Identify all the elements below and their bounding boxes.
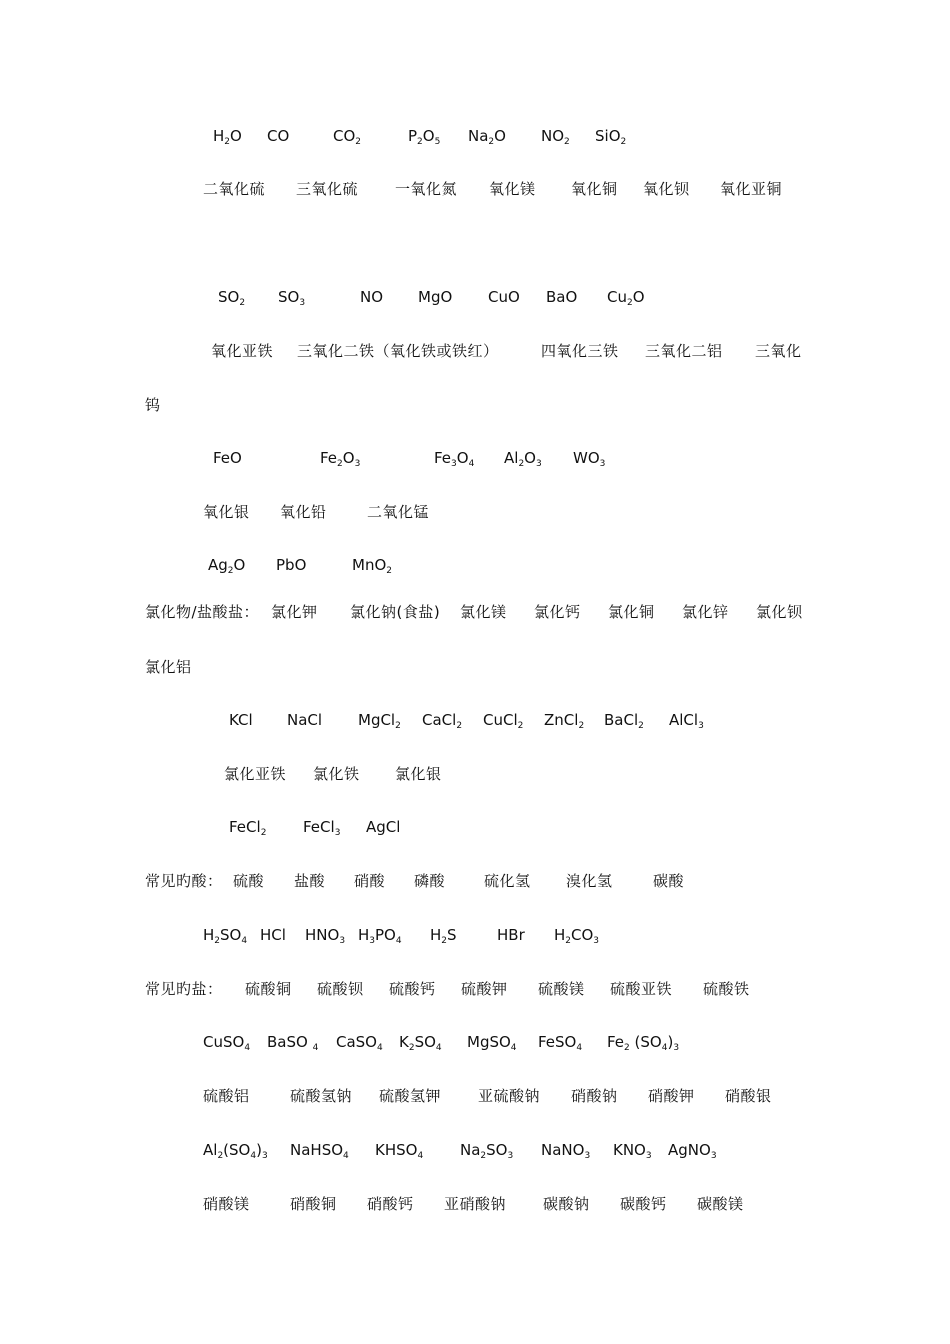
name-magnesium-oxide: 氧化镁 bbox=[489, 180, 536, 198]
formula-al2o3: $Al_2O_3$ bbox=[504, 449, 542, 469]
formula-no2: $NO_2$ bbox=[541, 127, 570, 147]
name-ferric-sulfate: 硫酸铁 bbox=[703, 980, 750, 998]
formula-cuo: CuO bbox=[488, 288, 520, 306]
name-nitric-acid: 硝酸 bbox=[354, 872, 386, 890]
formula-h2so4: $H_2SO_4$ bbox=[203, 926, 248, 946]
name-aluminum-oxide: 三氧化二铝 bbox=[645, 342, 723, 360]
name-sodium-chloride: 氯化钠(食盐) bbox=[350, 603, 441, 621]
name-ferrous-chloride: 氯化亚铁 bbox=[224, 765, 287, 783]
formula-fecl3: FeCl$_3$ bbox=[303, 818, 341, 838]
formula-zncl2: ZnCl$_2$ bbox=[544, 711, 585, 731]
name-nitric-oxide: 一氧化氮 bbox=[395, 180, 458, 198]
formula-h2s: $H_2S$ bbox=[430, 926, 457, 946]
name-calcium-carbonate: 碳酸钙 bbox=[620, 1195, 667, 1213]
name-hydrogen-bromide: 溴化氢 bbox=[566, 872, 613, 890]
name-ferrous-oxide: 氧化亚铁 bbox=[211, 342, 274, 360]
formula-fecl2: FeCl$_2$ bbox=[229, 818, 267, 838]
name-sulfuric-acid: 硫酸 bbox=[233, 872, 265, 890]
name-sodium-carbonate: 碳酸钠 bbox=[543, 1195, 590, 1213]
name-copper-nitrate: 硝酸铜 bbox=[290, 1195, 337, 1213]
name-calcium-chloride: 氯化钙 bbox=[534, 603, 581, 621]
name-potassium-chloride: 氯化钾 bbox=[271, 603, 318, 621]
formula-h3po4: $H_3PO_4$ bbox=[358, 926, 402, 946]
name-iron-tetroxide: 四氧化三铁 bbox=[541, 342, 619, 360]
formula-mgcl2: MgCl$_2$ bbox=[358, 711, 401, 731]
formula-h2co3: $H_2CO_3$ bbox=[554, 926, 600, 946]
name-carbonic-acid: 碳酸 bbox=[653, 872, 685, 890]
name-hydrochloric-acid: 盐酸 bbox=[294, 872, 326, 890]
formula-pbo: PbO bbox=[276, 556, 307, 574]
formula-na2o: $Na_2O$ bbox=[468, 127, 506, 147]
name-cuprous-oxide: 氧化亚铜 bbox=[720, 180, 783, 198]
formula-kno3: $KNO_3$ bbox=[613, 1141, 652, 1161]
name-ferric-oxide: 三氧化二铁（氧化铁或铁红） bbox=[297, 342, 499, 360]
name-magnesium-nitrate: 硝酸镁 bbox=[203, 1195, 250, 1213]
name-sulfur-dioxide: 二氧化硫 bbox=[203, 180, 266, 198]
formula-hbr: HBr bbox=[497, 926, 525, 944]
name-sulfur-trioxide: 三氧化硫 bbox=[296, 180, 359, 198]
salt-heading: 常见旳盐： bbox=[145, 980, 223, 998]
formula-agno3: AgNO$_3$ bbox=[668, 1141, 717, 1161]
formula-co: CO bbox=[267, 127, 290, 145]
formula-baso4: BaSO $_4$ bbox=[267, 1033, 319, 1053]
name-manganese-dioxide: 二氧化锰 bbox=[367, 503, 430, 521]
formula-k2so4: $K_2SO_4$ bbox=[399, 1033, 442, 1053]
formula-fe2o3: $Fe_2O_3$ bbox=[320, 449, 361, 469]
formula-cacl2: CaCl$_2$ bbox=[422, 711, 463, 731]
name-aluminum-chloride: 氯化铝 bbox=[145, 658, 192, 676]
formula-khso4: $KHSO_4$ bbox=[375, 1141, 424, 1161]
formula-fe3o4: $Fe_3O_4$ bbox=[434, 449, 475, 469]
formula-kcl: KCl bbox=[229, 711, 253, 729]
acid-heading: 常见旳酸： bbox=[145, 872, 223, 890]
name-copper-sulfate: 硫酸铜 bbox=[245, 980, 292, 998]
name-barium-chloride: 氯化钡 bbox=[756, 603, 803, 621]
formula-bacl2: BaCl$_2$ bbox=[604, 711, 644, 731]
name-silver-oxide: 氧化银 bbox=[203, 503, 250, 521]
name-silver-nitrate: 硝酸银 bbox=[725, 1087, 772, 1105]
formula-feso4: FeSO$_4$ bbox=[538, 1033, 583, 1053]
name-phosphoric-acid: 磷酸 bbox=[414, 872, 446, 890]
name-potassium-bisulfate: 硫酸氢钾 bbox=[379, 1087, 442, 1105]
formula-fe2so43: $Fe_2$ $(SO_4)_3$ bbox=[607, 1033, 680, 1053]
name-potassium-sulfate: 硫酸钾 bbox=[461, 980, 508, 998]
formula-ag2o: $Ag_2O$ bbox=[208, 556, 246, 576]
name-magnesium-carbonate: 碳酸镁 bbox=[697, 1195, 744, 1213]
formula-alcl3: AlCl$_3$ bbox=[669, 711, 704, 731]
name-tungsten-trioxide-part1: 三氧化 bbox=[755, 342, 802, 360]
name-copper-oxide: 氧化铜 bbox=[571, 180, 618, 198]
name-calcium-sulfate: 硫酸钙 bbox=[389, 980, 436, 998]
formula-cucl2: CuCl$_2$ bbox=[483, 711, 524, 731]
formula-wo3: $WO_3$ bbox=[573, 449, 606, 469]
formula-cu2o: $Cu_2O$ bbox=[607, 288, 645, 308]
name-barium-sulfate: 硫酸钡 bbox=[317, 980, 364, 998]
name-potassium-nitrate: 硝酸钾 bbox=[648, 1087, 695, 1105]
name-zinc-chloride: 氯化锌 bbox=[682, 603, 729, 621]
formula-mno2: MnO$_2$ bbox=[352, 556, 392, 576]
formula-hcl: HCl bbox=[260, 926, 286, 944]
name-copper-chloride: 氯化铜 bbox=[608, 603, 655, 621]
formula-caso4: CaSO$_4$ bbox=[336, 1033, 383, 1053]
formula-h2o: $H_2O$ bbox=[213, 127, 242, 147]
formula-nacl: NaCl bbox=[287, 711, 323, 729]
name-silver-chloride: 氯化银 bbox=[395, 765, 442, 783]
formula-so2: $SO_2$ bbox=[218, 288, 246, 308]
formula-cuso4: CuSO$_4$ bbox=[203, 1033, 251, 1053]
formula-sio2: SiO$_2$ bbox=[595, 127, 627, 147]
name-tungsten-trioxide-part2: 钨 bbox=[145, 396, 161, 414]
name-ferrous-sulfate: 硫酸亚铁 bbox=[610, 980, 673, 998]
formula-hno3: $HNO_3$ bbox=[305, 926, 346, 946]
formula-mgso4: MgSO$_4$ bbox=[467, 1033, 517, 1053]
name-magnesium-sulfate: 硫酸镁 bbox=[538, 980, 585, 998]
name-calcium-nitrate: 硝酸钙 bbox=[367, 1195, 414, 1213]
formula-nahso4: NaHSO$_4$ bbox=[290, 1141, 349, 1161]
formula-mgo: MgO bbox=[418, 288, 453, 306]
name-sodium-bisulfate: 硫酸氢钠 bbox=[290, 1087, 353, 1105]
formula-na2so3: $Na_2SO_3$ bbox=[460, 1141, 514, 1161]
formula-co2: $CO_2$ bbox=[333, 127, 362, 147]
name-aluminum-sulfate: 硫酸铝 bbox=[203, 1087, 250, 1105]
formula-no: NO bbox=[360, 288, 384, 306]
chloride-heading: 氯化物/盐酸盐： bbox=[145, 603, 260, 621]
formula-bao: BaO bbox=[546, 288, 578, 306]
name-sodium-nitrate: 硝酸钠 bbox=[571, 1087, 618, 1105]
name-barium-oxide: 氧化钡 bbox=[643, 180, 690, 198]
formula-agcl: AgCl bbox=[366, 818, 401, 836]
name-magnesium-chloride: 氯化镁 bbox=[460, 603, 507, 621]
name-hydrogen-sulfide: 硫化氢 bbox=[484, 872, 531, 890]
formula-so3: $SO_3$ bbox=[278, 288, 306, 308]
formula-al2so43: $Al_2(SO_4)_3$ bbox=[203, 1141, 268, 1161]
name-sodium-sulfite: 亚硫酸钠 bbox=[478, 1087, 541, 1105]
formula-nano3: NaNO$_3$ bbox=[541, 1141, 591, 1161]
name-lead-oxide: 氧化铅 bbox=[280, 503, 327, 521]
formula-p2o5: $P_2O_5$ bbox=[408, 127, 441, 147]
name-ferric-chloride: 氯化铁 bbox=[313, 765, 360, 783]
formula-feo: FeO bbox=[213, 449, 242, 467]
name-sodium-nitrite: 亚硝酸钠 bbox=[444, 1195, 507, 1213]
